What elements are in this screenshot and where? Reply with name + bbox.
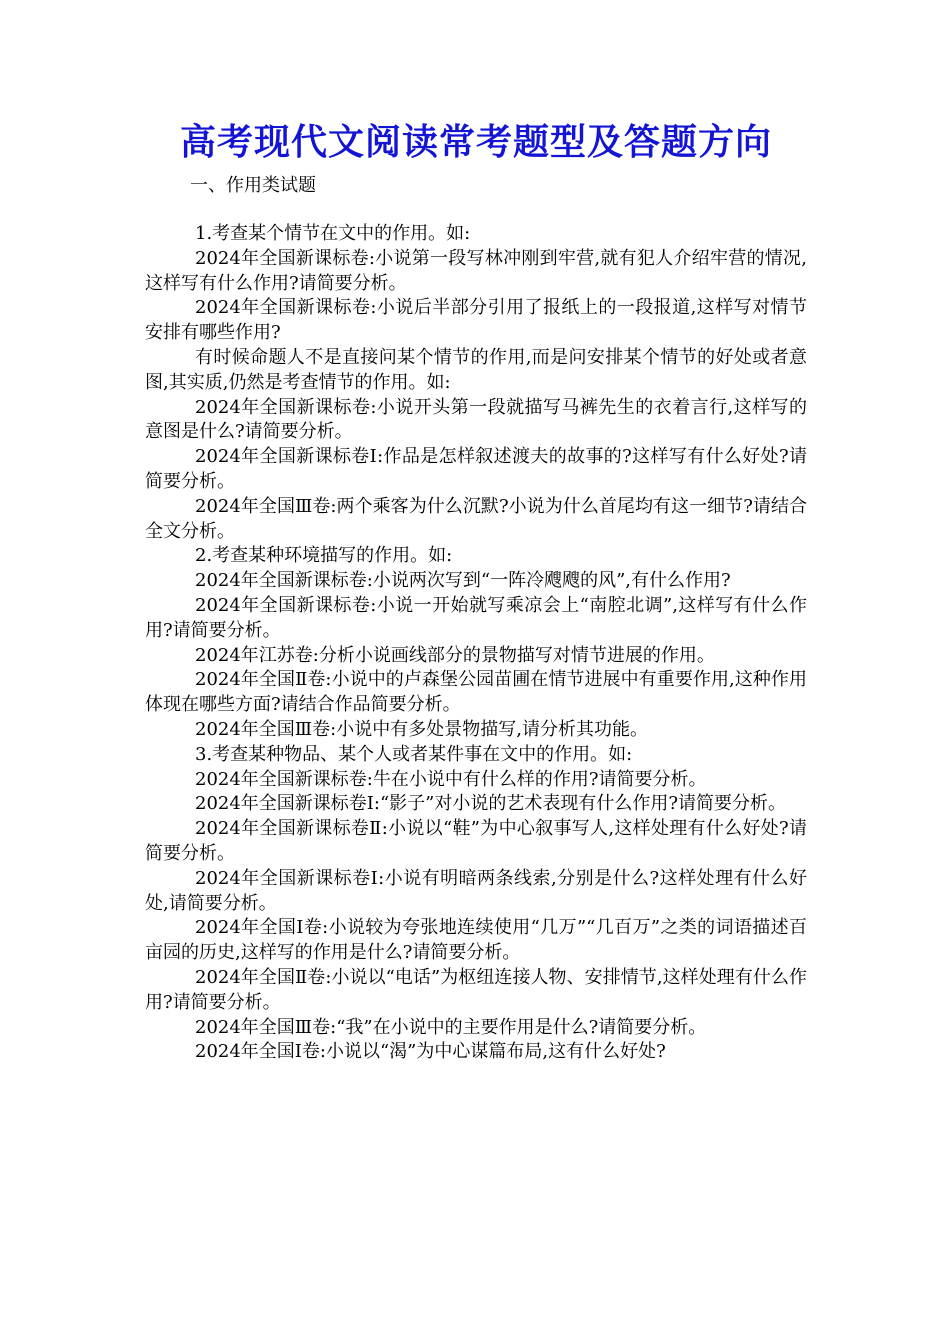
paragraph: 2024年全国Ⅲ卷:小说中有多处景物描写,请分析其功能。 <box>195 718 648 740</box>
paragraph: 有时候命题人不是直接问某个情节的作用,而是问安排某个情节的好处或者意图,其实质,仍然是考查情节的作用。如: <box>145 346 807 393</box>
paragraph: 2024年全国新课标卷Ⅱ:小说以“鞋”为中心叙事写人,这样处理有什么好处?请简要分析。 <box>145 818 807 864</box>
document-body <box>145 222 807 1065</box>
paragraph: 2024年全国新课标卷:小说两次写到“一阵冷飕飕的风”,有什么作用? <box>195 570 731 592</box>
paragraph: 2024年全国Ⅲ卷:两个乘客为什么沉默?小说为什么首尾均有这一细节?请结合全文分析。 <box>145 495 807 542</box>
section-heading: 一、作用类试题 <box>190 175 316 196</box>
paragraph: 2024年全国Ⅲ卷:“我”在小说中的主要作用是什么?请简要分析。 <box>195 1016 707 1038</box>
paragraph: 2024年全国新课标卷Ⅰ:“影子”对小说的艺术表现有什么作用?请简要分析。 <box>195 793 787 815</box>
paragraph: 2024年全国新课标卷Ⅰ:小说有明暗两条线索,分别是什么?这样处理有什么好处,请简要分析。 <box>145 867 807 914</box>
paragraph: 2024年全国新课标卷:小说第一段写林冲刚到牢营,就有犯人介绍牢营的情况,这样写有什么作用?请简要分析。 <box>145 247 807 294</box>
paragraph: 2024年全国Ⅰ卷:小说以“渴”为中心谋篇布局,这有什么好处? <box>195 1041 666 1063</box>
paragraph: 2024年全国Ⅱ卷:小说以“电话”为枢纽连接人物、安排情节,这样处理有什么作用?请简要分析。 <box>145 966 807 1013</box>
paragraph: 2024年江苏卷:分析小说画线部分的景物描写对情节进展的作用。 <box>195 644 715 666</box>
paragraph: 2024年全国Ⅱ卷:小说中的卢森堡公园苗圃在情节进展中有重要作用,这种作用体现在哪些方面?请结合作品简要分析。 <box>145 669 807 716</box>
paragraph: 1.考查某个情节在文中的作用。如: <box>195 223 471 244</box>
paragraph: 2024年全国新课标卷:小说后半部分引用了报纸上的一段报道,这样写对情节安排有哪些作用? <box>145 297 807 344</box>
document-title: 高考现代文阅读常考题型及答题方向 <box>179 121 772 163</box>
paragraph: 3.考查某种物品、某个人或者某件事在文中的作用。如: <box>195 743 633 765</box>
paragraph: 2024年全国新课标卷:牛在小说中有什么样的作用?请简要分析。 <box>195 768 707 790</box>
paragraph: 2024年全国新课标卷:小说开头第一段就描写马裤先生的衣着言行,这样写的意图是什么?请简要分析。 <box>145 396 807 443</box>
paragraph: 2024年全国新课标卷Ⅰ:作品是怎样叙述渡夫的故事的?这样写有什么好处?请简要分析。 <box>145 446 807 492</box>
paragraph: 2024年全国Ⅰ卷:小说较为夸张地连续使用“几万”“几百万”之类的词语描述百亩园的历史,这样写的作用是什么?请简要分析。 <box>145 917 807 964</box>
paragraph: 2024年全国新课标卷:小说一开始就写乘凉会上“南腔北调”,这样写有什么作用?请简要分析。 <box>145 594 807 641</box>
paragraph: 2.考查某种环境描写的作用。如: <box>195 545 453 567</box>
